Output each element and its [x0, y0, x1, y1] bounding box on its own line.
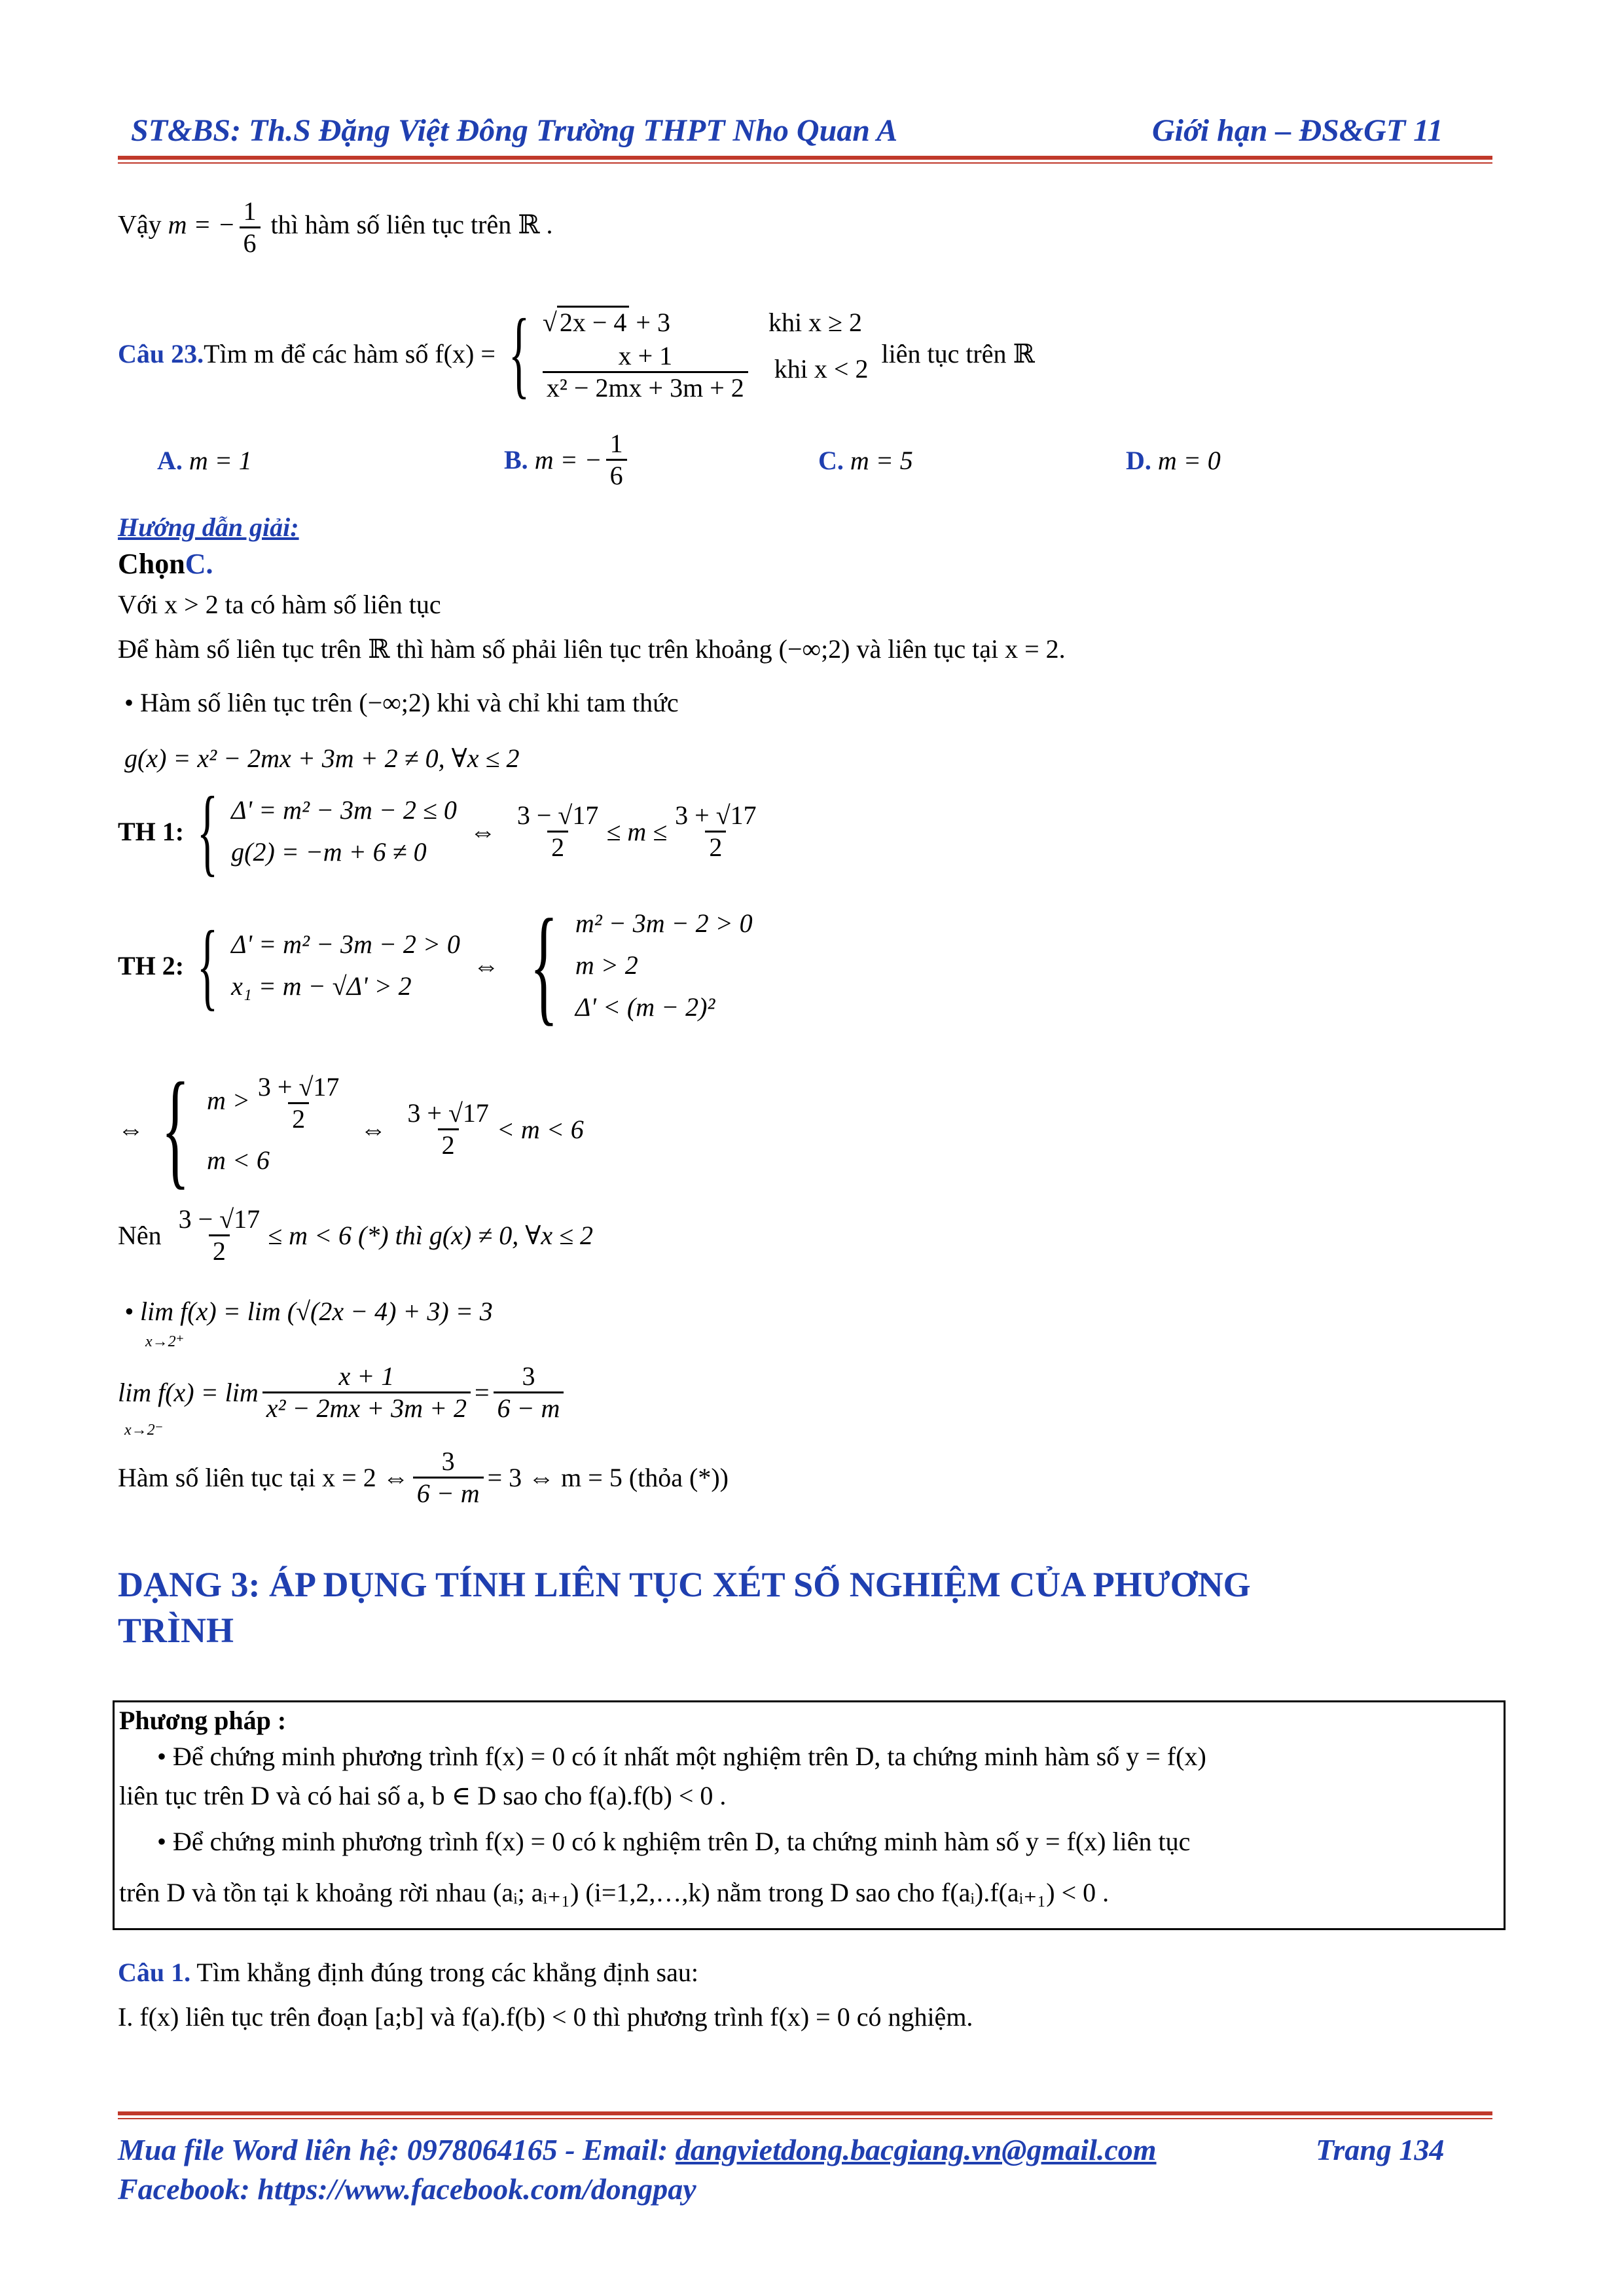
- solution-line-3: • Hàm số liên tục trên (−∞;2) khi và chỉ khi tam thức: [124, 687, 679, 718]
- nen-num: 3 − √17: [178, 1204, 261, 1234]
- question-23-text: Tìm m để các hàm số f(x) =: [204, 338, 496, 368]
- limit-left-num: x + 1: [338, 1361, 395, 1391]
- solution-heading: Hướng dẫn giải:: [118, 512, 299, 542]
- final-num: 3: [441, 1446, 455, 1476]
- th2-brace: {: [196, 911, 219, 1020]
- case-2-num: x + 1: [618, 340, 673, 370]
- intro-frac-den: 6: [240, 226, 261, 259]
- chosen-letter: C.: [185, 548, 213, 580]
- sys3-equiv-2: ⇔: [360, 1114, 387, 1144]
- th1-res-right-den: 2: [705, 831, 726, 863]
- footer-contact: Mua file Word liên hệ: 0978064165 - Email:: [118, 2133, 676, 2166]
- th2-brace-2: {: [530, 893, 558, 1037]
- th2-a: Δ' = m² − 3m − 2 > 0: [231, 929, 460, 959]
- limit-left-r-den: 6 − m: [494, 1391, 564, 1424]
- th1: [118, 777, 765, 886]
- th1-equiv: ⇔: [469, 816, 496, 846]
- option-c[interactable]: [818, 445, 913, 476]
- intro-frac: [240, 196, 261, 259]
- th1-b: g(2) = −m + 6 ≠ 0: [231, 837, 427, 867]
- header-rule-thin: [118, 162, 1492, 164]
- case-1-cond: khi x ≥ 2: [768, 307, 863, 337]
- solution-line-2: Để hàm số liên tục trên ℝ thì hàm số phải liên tục trên khoảng (−∞;2) và liên tục tại x = 2.: [118, 634, 1066, 664]
- sys3-den: 2: [288, 1102, 309, 1134]
- header-right: Giới hạn – ĐS&GT 11: [1152, 113, 1443, 148]
- sys3-a: m >: [207, 1085, 250, 1115]
- system-3: [118, 1054, 584, 1204]
- question-23-brace: {: [508, 299, 530, 408]
- method-bullet-1a: • Để chứng minh phương trình f(x) = 0 có ít nhất một nghiệm trên D, ta chứng minh hàm số y = f(x): [157, 1741, 1206, 1772]
- chosen-prefix: Chọn: [118, 548, 185, 580]
- th1-res-right-num: 3 + √17: [675, 800, 757, 830]
- final-line: [118, 1446, 729, 1509]
- th1-res-left-den: 2: [547, 831, 568, 863]
- final-tail: = 3 ⇔ m = 5 (thỏa (*)): [487, 1463, 729, 1492]
- method-bullet-2b: trên D và tồn tại k khoảng rời nhau (aᵢ; aᵢ₊₁) (i=1,2,…,k) nằm trong D sao cho f(aᵢ).f(aᵢ₊₁) < 0 .: [119, 1878, 1110, 1907]
- nen-line: [118, 1204, 593, 1266]
- section-title-1: DẠNG 3: ÁP DỤNG TÍNH LIÊN TỤC XÉT SỐ NGHIỆM CỦA PHƯƠNG: [118, 1565, 1251, 1604]
- section-title-2: TRÌNH: [118, 1611, 234, 1650]
- sys3-res-tail: < m < 6: [496, 1114, 584, 1144]
- limit-right-text: lim f(x) = lim (√(2x − 4) + 3) = 3: [140, 1297, 493, 1326]
- limit-right-sub: x→2⁺: [145, 1333, 185, 1350]
- option-a-text: m = 1: [189, 446, 252, 475]
- th1-brace: {: [196, 777, 219, 886]
- question-23-cases: [543, 304, 869, 403]
- option-b-text: m = −: [534, 445, 602, 475]
- limit-left-r-num: 3: [522, 1361, 535, 1391]
- option-d-text: m = 0: [1157, 446, 1221, 475]
- th1-label: TH 1:: [118, 816, 185, 846]
- header-rule: [118, 156, 1492, 160]
- th2-label: TH 2:: [118, 950, 185, 980]
- sys3-b: m < 6: [207, 1145, 270, 1175]
- solution-line-4: g(x) = x² − 2mx + 3m + 2 ≠ 0, ∀x ≤ 2: [124, 744, 520, 773]
- limit-left-text: lim f(x) = lim: [118, 1378, 259, 1407]
- limit-left-sub: x→2⁻: [124, 1422, 164, 1439]
- limit-right: [124, 1296, 493, 1327]
- case-2-den: x² − 2mx + 3m + 2: [543, 371, 748, 403]
- th2: [118, 890, 753, 1041]
- case-1-tail: + 3: [629, 307, 670, 337]
- intro-suffix: thì hàm số liên tục trên ℝ .: [270, 209, 553, 240]
- case-2-cond: khi x < 2: [774, 354, 869, 384]
- question-23-tail: liên tục trên ℝ: [881, 338, 1035, 368]
- th2-equiv: ⇔: [473, 950, 499, 980]
- option-c-letter: C.: [818, 446, 844, 475]
- th1-a: Δ' = m² − 3m − 2 ≤ 0: [231, 795, 457, 825]
- intro-prefix: Vậy: [118, 209, 162, 240]
- th1-system: [231, 789, 457, 873]
- option-a[interactable]: [157, 445, 252, 476]
- nen-den: 2: [209, 1234, 230, 1266]
- th2-c3: Δ' < (m − 2)²: [575, 992, 715, 1022]
- sys3-brace: {: [161, 1056, 190, 1201]
- sys3-res-den: 2: [438, 1128, 459, 1160]
- sys3-num: 3 + √17: [257, 1071, 340, 1102]
- case-1: √ 2x − 4 + 3 khi x ≥ 2: [543, 304, 869, 341]
- nen-prefix: Nên: [118, 1221, 162, 1250]
- th2-b: x₁ = m − √Δ' > 2: [231, 971, 412, 1001]
- intro-m: m = −: [168, 209, 236, 240]
- footer-facebook[interactable]: Facebook: https://www.facebook.com/dongpay: [118, 2172, 696, 2206]
- option-a-letter: A.: [157, 446, 183, 475]
- option-b[interactable]: [504, 429, 631, 491]
- option-b-den: 6: [606, 459, 627, 491]
- question-23-label: Câu 23.: [118, 338, 204, 368]
- option-b-num: 1: [609, 429, 623, 458]
- method-bullet-1b: liên tục trên D và có hai số a, b ∈ D sao cho f(a).f(b) < 0 .: [119, 1781, 727, 1810]
- intro-line: [118, 196, 552, 259]
- question-1-label: Câu 1.: [118, 1958, 191, 1987]
- limit-left: lim f(x) = lim $\frac{x + 1}{\text{x² − 2mx + 3m + 2}}$ = $\frac{3}{6 - m}$: [118, 1361, 568, 1424]
- solution-line-1: Với x > 2 ta có hàm số liên tục: [118, 590, 441, 619]
- final-den: 6 − m: [413, 1477, 484, 1509]
- question-1-text: Tìm khẳng định đúng trong các khẳng định sau:: [196, 1958, 698, 1987]
- chosen-line: [118, 547, 213, 581]
- final-prefix: Hàm số liên tục tại x = 2 ⇔: [118, 1463, 409, 1492]
- th2-system: [231, 924, 460, 1007]
- question-1: [118, 1957, 698, 1988]
- th1-res-left-num: 3 − √17: [516, 800, 599, 830]
- th2-system-2: [575, 903, 753, 1028]
- th1-res-mid: ≤ m ≤: [606, 816, 668, 846]
- sys3-equiv: ⇔: [118, 1114, 144, 1144]
- option-d[interactable]: [1126, 445, 1221, 476]
- th2-c2: m > 2: [575, 950, 638, 980]
- sys3-system: [207, 1072, 347, 1187]
- option-c-text: m = 5: [850, 446, 913, 475]
- method-bullet-2a: • Để chứng minh phương trình f(x) = 0 có k nghiệm trên D, ta chứng minh hàm số y = f(x) liên tục: [157, 1826, 1190, 1857]
- intro-frac-num: 1: [243, 196, 257, 226]
- case-2: [543, 341, 869, 403]
- sys3-res-num: 3 + √17: [407, 1098, 489, 1128]
- header-left: ST&BS: Th.S Đặng Việt Đông Trường THPT Nho Quan A: [131, 113, 898, 148]
- question-23: [118, 281, 1035, 425]
- question-1-item-1: I. f(x) liên tục trên đoạn [a;b] và f(a).f(b) < 0 thì phương trình f(x) = 0 có nghiệm.: [118, 2002, 973, 2032]
- option-d-letter: D.: [1126, 446, 1151, 475]
- limit-left-den: x² − 2mx + 3m + 2: [262, 1391, 471, 1424]
- footer-line-1: [118, 2132, 1157, 2167]
- th2-c1: m² − 3m − 2 > 0: [575, 908, 753, 938]
- nen-tail: ≤ m < 6 (*) thì g(x) ≠ 0, ∀x ≤ 2: [268, 1221, 594, 1250]
- method-title: Phương pháp :: [119, 1706, 287, 1735]
- option-b-letter: B.: [504, 445, 528, 475]
- case-1-radicand: 2x − 4: [557, 306, 630, 337]
- footer-rule: [118, 2111, 1492, 2115]
- footer-rule-thin: [118, 2118, 1492, 2119]
- footer-email-link[interactable]: dangvietdong.bacgiang.vn@gmail.com: [675, 2133, 1157, 2166]
- footer-page-number: Trang 134: [1316, 2133, 1445, 2166]
